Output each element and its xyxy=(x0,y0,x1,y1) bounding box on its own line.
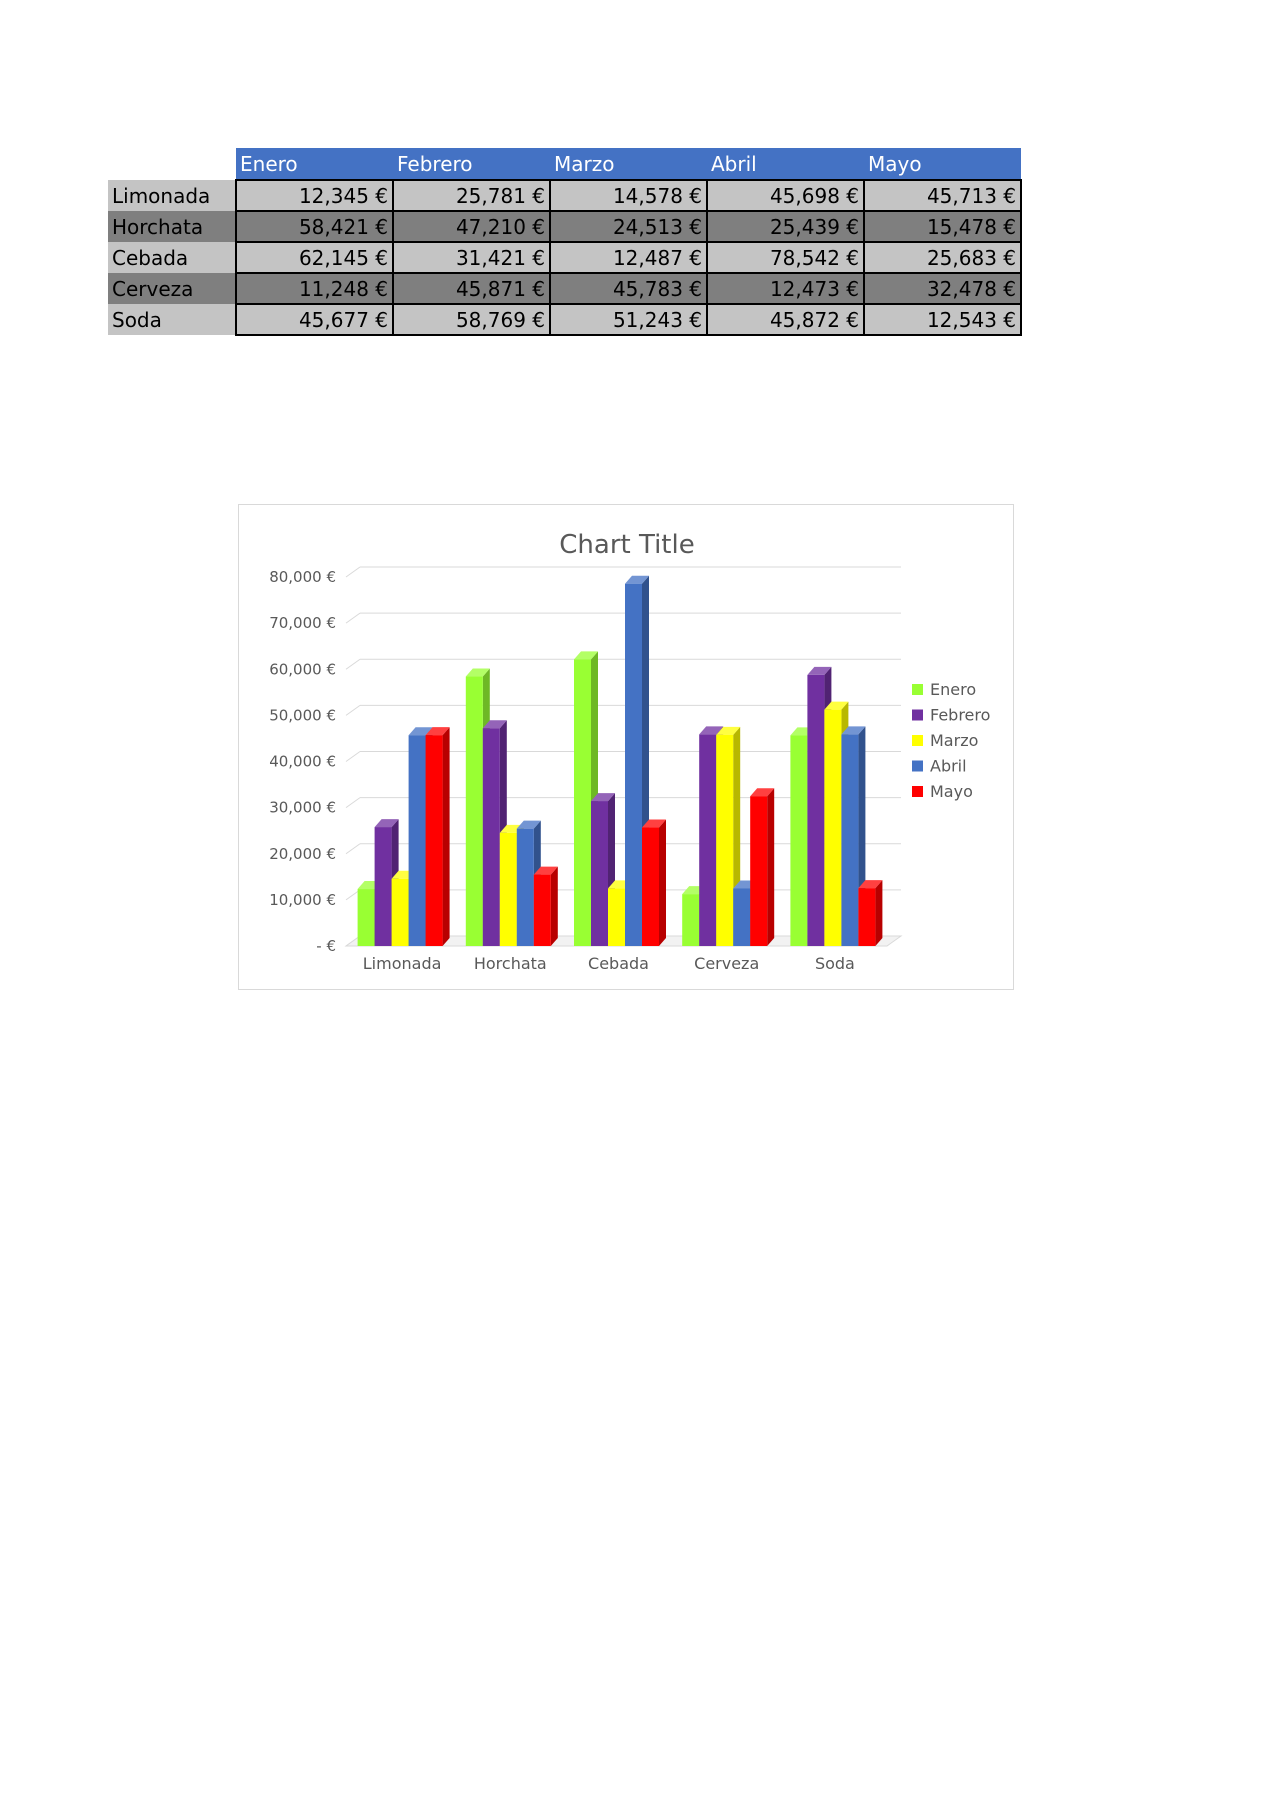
x-tick-label: Soda xyxy=(814,954,855,973)
bar xyxy=(824,710,841,946)
row-label[interactable]: Cerveza xyxy=(108,273,236,304)
gridline-side xyxy=(346,705,360,715)
table-cell[interactable]: 14,578 € xyxy=(550,180,707,211)
table-cell[interactable]: 45,677 € xyxy=(236,304,393,335)
gridline-side xyxy=(346,798,360,808)
header-marzo[interactable]: Marzo xyxy=(550,148,707,180)
table-cell[interactable]: 62,145 € xyxy=(236,242,393,273)
row-label[interactable]: Soda xyxy=(108,304,236,335)
y-tick-label: 40,000 € xyxy=(269,752,336,771)
header-abril[interactable]: Abril xyxy=(707,148,864,180)
table-cell[interactable]: 12,543 € xyxy=(864,304,1021,335)
y-tick-label: 10,000 € xyxy=(269,890,336,909)
bar xyxy=(392,879,409,946)
bar xyxy=(750,796,767,946)
y-tick-label: 70,000 € xyxy=(269,614,336,633)
table-cell[interactable]: 32,478 € xyxy=(864,273,1021,304)
gridline-side xyxy=(346,844,360,854)
bar xyxy=(534,875,551,946)
table-cell[interactable]: 78,542 € xyxy=(707,242,864,273)
table-cell[interactable]: 51,243 € xyxy=(550,304,707,335)
y-tick-label: 80,000 € xyxy=(269,568,336,586)
bar-side xyxy=(443,727,450,946)
bar xyxy=(642,828,659,946)
legend-swatch xyxy=(912,761,923,772)
y-tick-label: - € xyxy=(316,937,336,955)
x-tick-label: Cerveza xyxy=(694,954,760,973)
bar xyxy=(807,675,824,946)
bar xyxy=(375,827,392,946)
table-row xyxy=(108,242,1021,273)
gridline-side xyxy=(346,567,360,577)
column-chart xyxy=(239,505,1015,991)
bar xyxy=(483,728,500,946)
x-tick-label: Cebada xyxy=(588,954,649,973)
legend-swatch xyxy=(912,710,923,721)
x-tick-label: Horchata xyxy=(473,954,547,973)
bar xyxy=(733,888,750,946)
y-tick-label: 30,000 € xyxy=(269,798,336,817)
legend-label: Febrero xyxy=(930,705,991,725)
y-tick-label: 50,000 € xyxy=(269,706,336,725)
bar xyxy=(426,735,443,946)
legend-swatch xyxy=(912,684,923,695)
table-cell[interactable]: 12,473 € xyxy=(707,273,864,304)
table-cell[interactable]: 12,487 € xyxy=(550,242,707,273)
legend-label: Marzo xyxy=(930,731,979,750)
x-tick-label: Limonada xyxy=(362,954,442,973)
bar xyxy=(500,833,517,946)
bar xyxy=(517,829,534,946)
bar xyxy=(574,659,591,946)
table-cell[interactable]: 58,421 € xyxy=(236,211,393,242)
header-enero[interactable]: Enero xyxy=(236,148,393,180)
gridline-side xyxy=(346,752,360,762)
legend-swatch xyxy=(912,735,923,746)
data-table xyxy=(108,148,1022,336)
legend-label: Abril xyxy=(930,756,967,776)
y-tick-label: 60,000 € xyxy=(269,660,336,679)
table-cell[interactable]: 45,872 € xyxy=(707,304,864,335)
bar xyxy=(409,735,426,946)
bar xyxy=(358,889,375,946)
row-label[interactable]: Cebada xyxy=(108,242,236,273)
table-cell[interactable]: 12,345 € xyxy=(236,180,393,211)
table-row xyxy=(108,273,1021,304)
table-row xyxy=(108,180,1021,211)
row-label[interactable]: Limonada xyxy=(108,180,236,211)
table-cell[interactable]: 25,781 € xyxy=(393,180,550,211)
table-cell[interactable]: 25,439 € xyxy=(707,211,864,242)
bar-side xyxy=(875,880,882,946)
table-cell[interactable]: 58,769 € xyxy=(393,304,550,335)
chart-area[interactable] xyxy=(238,504,1014,990)
row-label[interactable]: Horchata xyxy=(108,211,236,242)
bar xyxy=(858,888,875,946)
legend-swatch xyxy=(912,786,923,797)
chart-title: Chart Title xyxy=(559,530,695,560)
y-tick-label: 20,000 € xyxy=(269,844,336,863)
bar xyxy=(716,735,733,946)
bar xyxy=(682,894,699,946)
bar xyxy=(699,734,716,946)
gridline-side xyxy=(346,659,360,669)
header-febrero[interactable]: Febrero xyxy=(393,148,550,180)
bar-side xyxy=(551,867,558,946)
table-cell[interactable]: 45,783 € xyxy=(550,273,707,304)
legend-label: Enero xyxy=(930,680,977,699)
table-cell[interactable]: 11,248 € xyxy=(236,273,393,304)
table-cell[interactable]: 45,698 € xyxy=(707,180,864,211)
bar xyxy=(591,801,608,946)
bar xyxy=(466,677,483,946)
table-cell[interactable]: 25,683 € xyxy=(864,242,1021,273)
table-cell[interactable]: 24,513 € xyxy=(550,211,707,242)
bar-side xyxy=(767,788,774,946)
table-cell[interactable]: 31,421 € xyxy=(393,242,550,273)
table-cell[interactable]: 15,478 € xyxy=(864,211,1021,242)
legend-label: Mayo xyxy=(930,782,973,801)
table-cell[interactable]: 47,210 € xyxy=(393,211,550,242)
bar xyxy=(790,735,807,946)
bar xyxy=(625,584,642,946)
bar xyxy=(608,888,625,946)
table-cell[interactable]: 45,871 € xyxy=(393,273,550,304)
header-row xyxy=(108,148,1021,180)
bar-side xyxy=(659,820,666,946)
table-row xyxy=(108,211,1021,242)
corner-cell xyxy=(108,148,236,180)
bar xyxy=(841,734,858,946)
table-row xyxy=(108,304,1021,335)
gridline-side xyxy=(346,613,360,623)
header-mayo[interactable]: Mayo xyxy=(864,148,1021,180)
table-cell[interactable]: 45,713 € xyxy=(864,180,1021,211)
